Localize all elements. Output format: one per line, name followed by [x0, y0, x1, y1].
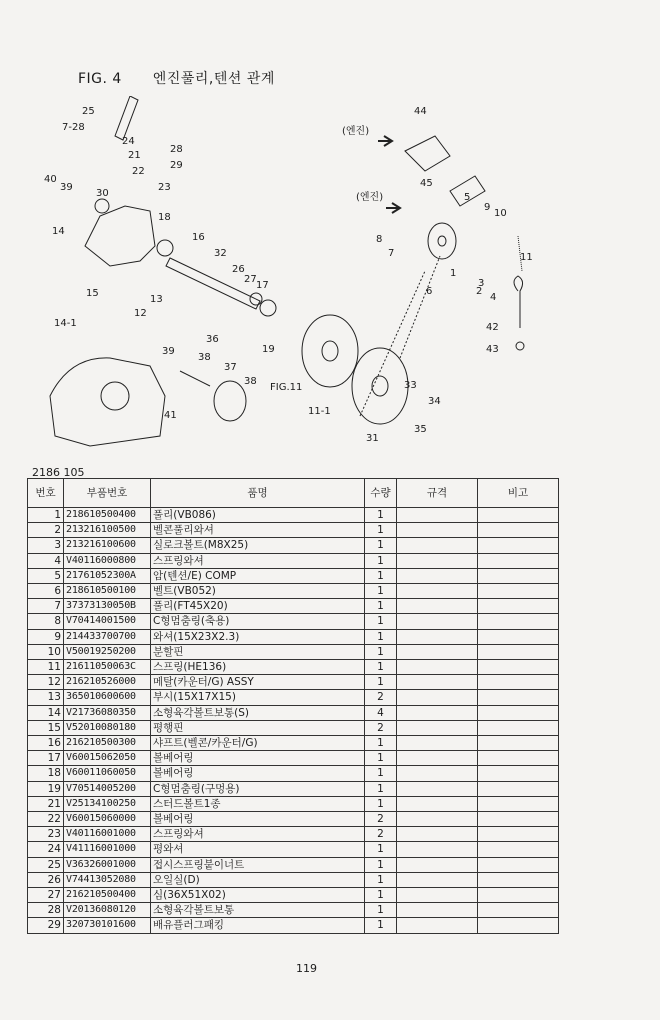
callout: 38	[198, 352, 211, 363]
cell-no: 24	[28, 842, 64, 857]
cell-code: V50019250200	[64, 644, 151, 659]
cell-code: V60015062050	[64, 751, 151, 766]
callout: 11	[520, 252, 533, 263]
engine-arrow-lower	[386, 203, 400, 213]
cell-code: V21736080350	[64, 705, 151, 720]
parts-table	[27, 478, 559, 934]
table-row	[28, 690, 559, 705]
callout: 2	[476, 286, 483, 297]
cell-spec	[397, 736, 478, 751]
cell-qty: 1	[365, 644, 397, 659]
cell-qty: 1	[365, 872, 397, 887]
cell-qty: 1	[365, 796, 397, 811]
cell-remark	[478, 812, 559, 827]
cell-name: 소형육각볼트보통	[151, 903, 365, 918]
cell-name: 심(36X51X02)	[151, 888, 365, 903]
cell-no: 13	[28, 690, 64, 705]
table-row	[28, 766, 559, 781]
callout: 11-1	[308, 406, 331, 417]
cell-spec	[397, 644, 478, 659]
pulley-31-drawing	[352, 348, 408, 424]
cell-no: 6	[28, 584, 64, 599]
callout: 16	[192, 232, 205, 243]
cell-qty: 1	[365, 568, 397, 583]
callout: 42	[486, 322, 499, 333]
callout: 9	[484, 202, 491, 213]
pulley-1-hub-drawing	[438, 236, 446, 246]
callout: 7-28	[62, 122, 85, 133]
callout: 26	[232, 264, 245, 275]
cell-code: 218610500400	[64, 508, 151, 523]
cell-qty: 1	[365, 614, 397, 629]
callout: 23	[158, 182, 171, 193]
cell-name: 풀리(FT45X20)	[151, 599, 365, 614]
cell-qty: 1	[365, 629, 397, 644]
cell-name: 풀리(VB086)	[151, 508, 365, 523]
cell-spec	[397, 918, 478, 933]
cell-name: 오일실(D)	[151, 872, 365, 887]
ring-30-drawing	[95, 199, 109, 213]
cell-name: 소형육각볼트보통(S)	[151, 705, 365, 720]
cell-no: 9	[28, 629, 64, 644]
column-header: 수량	[365, 479, 397, 508]
bearing-18-drawing	[157, 240, 173, 256]
callout: 18	[158, 212, 171, 223]
cell-no: 15	[28, 720, 64, 735]
callout: 21	[128, 150, 141, 161]
cell-remark	[478, 827, 559, 842]
cell-no: 10	[28, 644, 64, 659]
parts-table-body	[28, 508, 559, 934]
cell-spec	[397, 508, 478, 523]
callout: 38	[244, 376, 257, 387]
cell-qty: 1	[365, 736, 397, 751]
cell-remark	[478, 720, 559, 735]
cell-code: V60011060050	[64, 766, 151, 781]
table-row	[28, 599, 559, 614]
callout: 5	[464, 192, 471, 203]
table-row	[28, 644, 559, 659]
nut-43-drawing	[516, 342, 524, 350]
cell-remark	[478, 781, 559, 796]
cell-code: 365010600600	[64, 690, 151, 705]
table-row	[28, 553, 559, 568]
cell-spec	[397, 614, 478, 629]
pulley-1-drawing	[428, 223, 456, 259]
cell-code: V36326001000	[64, 857, 151, 872]
cell-name: 실로크볼트(M8X25)	[151, 538, 365, 553]
table-row	[28, 720, 559, 735]
callout: 15	[86, 288, 99, 299]
cell-name: 볼베어링	[151, 812, 365, 827]
callout: 39	[60, 182, 73, 193]
cell-remark	[478, 705, 559, 720]
cell-remark	[478, 675, 559, 690]
cell-name: C형멈춤링(구멍용)	[151, 781, 365, 796]
cell-no: 11	[28, 660, 64, 675]
callout: 28	[170, 144, 183, 155]
cell-remark	[478, 568, 559, 583]
cell-remark	[478, 842, 559, 857]
cell-name: 배유플러그패킹	[151, 918, 365, 933]
callout: 14-1	[54, 318, 77, 329]
cell-name: 스프링(HE136)	[151, 660, 365, 675]
cell-qty: 1	[365, 660, 397, 675]
cell-name: 평와셔	[151, 842, 365, 857]
table-row	[28, 705, 559, 720]
cell-spec	[397, 872, 478, 887]
cell-spec	[397, 553, 478, 568]
callout: 37	[224, 362, 237, 373]
arm-36-drawing	[180, 371, 210, 386]
callout: 32	[214, 248, 227, 259]
cell-remark	[478, 690, 559, 705]
cell-code: 216210526000	[64, 675, 151, 690]
callout: 24	[122, 136, 135, 147]
cell-qty: 1	[365, 842, 397, 857]
callout: 27	[244, 274, 257, 285]
cell-no: 1	[28, 508, 64, 523]
cell-no: 14	[28, 705, 64, 720]
cell-name: 스프링와셔	[151, 827, 365, 842]
callout: 8	[376, 234, 383, 245]
callout: 31	[366, 433, 379, 444]
cell-name: 샤프트(벨콘/카운터/G)	[151, 736, 365, 751]
figure-title	[78, 68, 275, 88]
cell-qty: 1	[365, 766, 397, 781]
cell-code: V25134100250	[64, 796, 151, 811]
cell-qty: 1	[365, 751, 397, 766]
callout: 41	[164, 410, 177, 421]
table-row	[28, 812, 559, 827]
table-header-row	[28, 479, 559, 508]
pulley-11-1-drawing	[302, 315, 358, 387]
cell-spec	[397, 857, 478, 872]
cell-qty: 1	[365, 918, 397, 933]
cell-spec	[397, 751, 478, 766]
cell-qty: 1	[365, 857, 397, 872]
cell-spec	[397, 903, 478, 918]
cell-spec	[397, 568, 478, 583]
callout: 34	[428, 396, 441, 407]
cell-name: C형멈춤링(축용)	[151, 614, 365, 629]
cell-remark	[478, 918, 559, 933]
table-row	[28, 523, 559, 538]
cell-name: 분할핀	[151, 644, 365, 659]
table-row	[28, 918, 559, 933]
bearing-17-drawing	[260, 300, 276, 316]
cell-spec	[397, 842, 478, 857]
table-row	[28, 781, 559, 796]
table-row	[28, 584, 559, 599]
table-row	[28, 614, 559, 629]
callout: 4	[490, 292, 497, 303]
cell-name: 평행핀	[151, 720, 365, 735]
cell-name: 스프링와셔	[151, 553, 365, 568]
cell-remark	[478, 736, 559, 751]
callout: 45	[420, 178, 433, 189]
cell-no: 27	[28, 888, 64, 903]
cell-no: 19	[28, 781, 64, 796]
cell-qty: 2	[365, 812, 397, 827]
cell-no: 28	[28, 903, 64, 918]
table-row	[28, 903, 559, 918]
callout: FIG.11	[270, 382, 303, 393]
cell-qty: 1	[365, 508, 397, 523]
cell-spec	[397, 660, 478, 675]
figure-subtitle: 엔진풀리,텐션 관계	[152, 71, 275, 87]
table-row	[28, 736, 559, 751]
cell-qty: 1	[365, 553, 397, 568]
pulley-31-hub-drawing	[372, 376, 388, 396]
cell-name: 볼베어링	[151, 751, 365, 766]
cell-code: 214433700700	[64, 629, 151, 644]
gearbox-drawing	[50, 358, 165, 446]
cell-spec	[397, 720, 478, 735]
cell-code: 216210500300	[64, 736, 151, 751]
cell-qty: 1	[365, 584, 397, 599]
callout: 30	[96, 188, 109, 199]
cell-spec	[397, 690, 478, 705]
cell-code: V74413052080	[64, 872, 151, 887]
callout: 1	[450, 268, 457, 279]
cell-spec	[397, 599, 478, 614]
cell-qty: 1	[365, 523, 397, 538]
roller-drawing	[214, 381, 246, 421]
cell-spec	[397, 781, 478, 796]
cell-code: V52010080180	[64, 720, 151, 735]
cell-spec	[397, 538, 478, 553]
cell-code: V40116000800	[64, 553, 151, 568]
cell-remark	[478, 872, 559, 887]
cell-code: 216210500400	[64, 888, 151, 903]
callout: 7	[388, 248, 395, 259]
cell-name: 메탈(카운터/G) ASSY	[151, 675, 365, 690]
cell-remark	[478, 538, 559, 553]
callout: 17	[256, 280, 269, 291]
column-header: 규격	[397, 479, 478, 508]
cell-qty: 1	[365, 675, 397, 690]
cell-spec	[397, 766, 478, 781]
callout: 6	[426, 286, 433, 297]
cell-qty: 1	[365, 781, 397, 796]
cell-qty: 2	[365, 720, 397, 735]
cell-remark	[478, 796, 559, 811]
cell-code: 21761052300A	[64, 568, 151, 583]
cell-remark	[478, 888, 559, 903]
cell-name: 와셔(15X23X2.3)	[151, 629, 365, 644]
cell-remark	[478, 644, 559, 659]
callout: 13	[150, 294, 163, 305]
cell-code: 218610500100	[64, 584, 151, 599]
cell-code: 320730101600	[64, 918, 151, 933]
cell-remark	[478, 523, 559, 538]
cell-no: 16	[28, 736, 64, 751]
table-row	[28, 629, 559, 644]
column-header: 번호	[28, 479, 64, 508]
cell-spec	[397, 629, 478, 644]
cell-remark	[478, 553, 559, 568]
arm-44-drawing	[405, 136, 450, 171]
table-row	[28, 675, 559, 690]
cell-spec	[397, 827, 478, 842]
callout: 12	[134, 308, 147, 319]
table-row	[28, 888, 559, 903]
cell-no: 12	[28, 675, 64, 690]
cell-no: 7	[28, 599, 64, 614]
cell-no: 22	[28, 812, 64, 827]
callout: 33	[404, 380, 417, 391]
cell-remark	[478, 751, 559, 766]
cell-remark	[478, 766, 559, 781]
callout: 35	[414, 424, 427, 435]
cell-code: 213216100600	[64, 538, 151, 553]
bracket-drawing	[85, 206, 155, 266]
table-row	[28, 538, 559, 553]
cell-no: 4	[28, 553, 64, 568]
cell-no: 8	[28, 614, 64, 629]
callout: 14	[52, 226, 65, 237]
cell-code: V41116001000	[64, 842, 151, 857]
hook-42-drawing	[514, 276, 523, 328]
callout: 43	[486, 344, 499, 355]
cell-name: 부시(15X17X15)	[151, 690, 365, 705]
table-row	[28, 842, 559, 857]
cell-code: V40116001000	[64, 827, 151, 842]
cell-code: 21611050063C	[64, 660, 151, 675]
cell-qty: 1	[365, 888, 397, 903]
cell-qty: 4	[365, 705, 397, 720]
cell-spec	[397, 675, 478, 690]
callout: 29	[170, 160, 183, 171]
cell-remark	[478, 857, 559, 872]
callout: 3	[478, 278, 485, 289]
figure-label: FIG. 4	[78, 71, 122, 87]
column-header: 품명	[151, 479, 365, 508]
cell-code: 37373130050B	[64, 599, 151, 614]
callout: 36	[206, 334, 219, 345]
cell-remark	[478, 629, 559, 644]
cell-remark	[478, 584, 559, 599]
table-row	[28, 660, 559, 675]
parts-diagram	[30, 96, 630, 456]
callout: 40	[44, 174, 57, 185]
cell-spec	[397, 888, 478, 903]
cell-name: 접시스프링붙이너트	[151, 857, 365, 872]
table-row	[28, 857, 559, 872]
document-code: 2186 105	[32, 466, 85, 479]
cell-no: 3	[28, 538, 64, 553]
table-row	[28, 796, 559, 811]
belt-drawing	[360, 256, 440, 416]
table-row	[28, 508, 559, 523]
table-row	[28, 872, 559, 887]
table-row	[28, 568, 559, 583]
cell-remark	[478, 903, 559, 918]
cell-name: 벨트(VB052)	[151, 584, 365, 599]
engine-arrow-upper	[378, 136, 392, 146]
cell-no: 5	[28, 568, 64, 583]
cell-qty: 1	[365, 903, 397, 918]
pulley-hub-drawing	[322, 341, 338, 361]
cell-name: 스터드볼트1종	[151, 796, 365, 811]
callout: 25	[82, 106, 95, 117]
cell-no: 21	[28, 796, 64, 811]
cell-no: 29	[28, 918, 64, 933]
cell-code: V20136080120	[64, 903, 151, 918]
callout: (엔진)	[356, 192, 384, 203]
cell-qty: 1	[365, 538, 397, 553]
callout: (엔진)	[342, 126, 370, 137]
column-header: 비고	[478, 479, 559, 508]
cell-remark	[478, 660, 559, 675]
cell-no: 23	[28, 827, 64, 842]
cell-qty: 1	[365, 599, 397, 614]
cell-spec	[397, 523, 478, 538]
cell-qty: 2	[365, 690, 397, 705]
cell-remark	[478, 599, 559, 614]
column-header: 부품번호	[64, 479, 151, 508]
cell-no: 18	[28, 766, 64, 781]
cell-spec	[397, 812, 478, 827]
cell-remark	[478, 614, 559, 629]
table-row	[28, 827, 559, 842]
cell-name: 볼베어링	[151, 766, 365, 781]
callout: 39	[162, 346, 175, 357]
gearbox-hub-drawing	[101, 382, 129, 410]
cell-name: 벨콘풀리와셔	[151, 523, 365, 538]
cell-spec	[397, 584, 478, 599]
cell-qty: 2	[365, 827, 397, 842]
cell-no: 17	[28, 751, 64, 766]
cell-no: 2	[28, 523, 64, 538]
cell-code: V70414001500	[64, 614, 151, 629]
callout: 10	[494, 208, 507, 219]
cell-spec	[397, 796, 478, 811]
callout: 22	[132, 166, 145, 177]
cell-code: V70514005200	[64, 781, 151, 796]
cell-name: 암(텐션/E) COMP	[151, 568, 365, 583]
table-row	[28, 751, 559, 766]
cell-remark	[478, 508, 559, 523]
cell-no: 26	[28, 872, 64, 887]
callout: 19	[262, 344, 275, 355]
callout: 44	[414, 106, 427, 117]
cell-code: 213216100500	[64, 523, 151, 538]
page-number: 119	[296, 962, 317, 975]
cell-spec	[397, 705, 478, 720]
cell-no: 25	[28, 857, 64, 872]
link-bar-drawing	[115, 96, 138, 140]
cell-code: V60015060000	[64, 812, 151, 827]
